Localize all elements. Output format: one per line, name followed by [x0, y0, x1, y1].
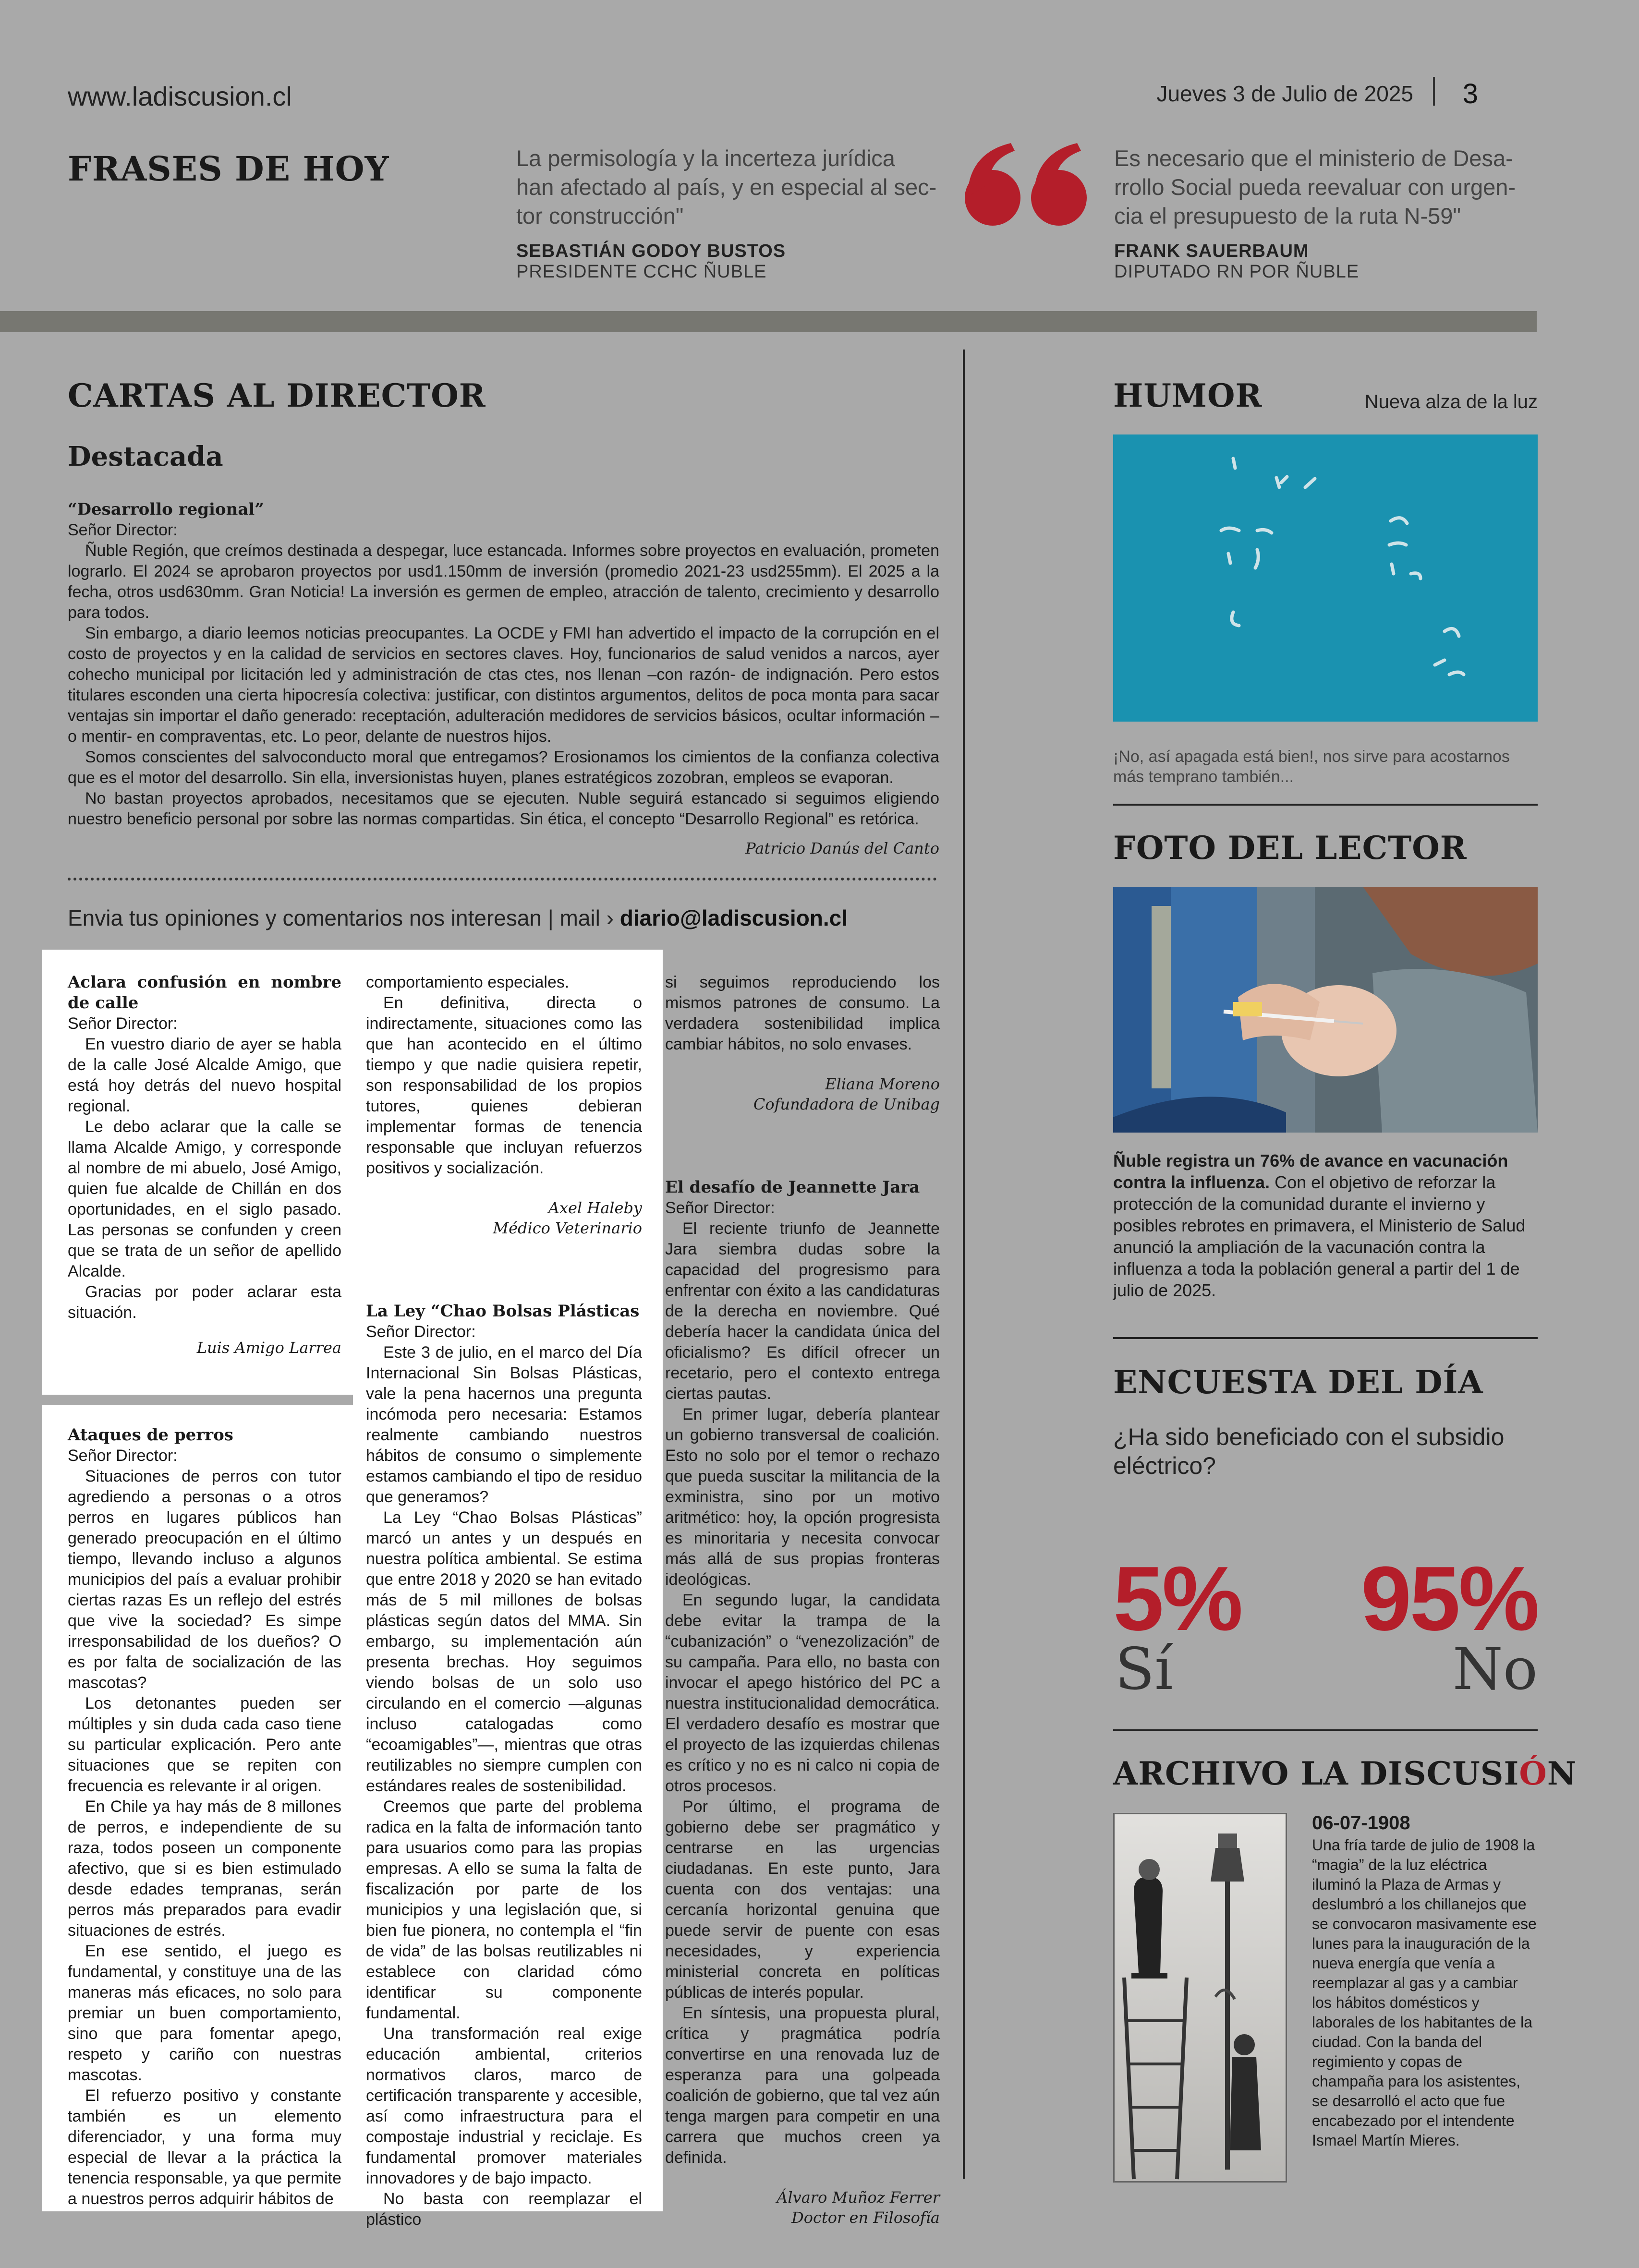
featured-letter-paragraph: Ñuble Región, que creímos destinada a despegar, luce estancada. Informes sobre proyectos en evaluación, prometen lograrlo. El 2024 se aprobaron proyectos por usd1.150mm de inversión (promedio 2021-23 usd255mm). El 2025 a la fecha, otros usd630mm. Gran Noticia! La inversión es germen de empleo, atracción de talento, crecimiento y desarrollo para todos.: [68, 542, 939, 622]
letter-jara-paragraph: El reciente triunfo de Jeannette Jara siembra dudas sobre la capacidad del progresismo para enfrentar con éxito a las candidaturas de la derecha en noviembre. Qué debería hacer la candidata única del oficialismo? Es difícil ofrecer un recetario, pero el contexto entrega ciertas pautas.: [665, 1219, 940, 1403]
panel-step: [42, 1395, 353, 1405]
quote-1: [516, 144, 944, 282]
letter-ataques-salutation: Señor Director:: [68, 1447, 178, 1465]
quote-2: [1114, 144, 1542, 282]
page-number: 3: [1462, 78, 1478, 109]
letter-jara-paragraph: En segundo lugar, la candidata debe evitar la trampa de la “cubanización” o “venezolización” de su campaña. Para ello, no basta con invocar el apego histórico del PC a nuestra institucionalidad democrática. El verdadero desafío es mostrar que el proyecto de las izquierdas chilenas es crítico y no es ni calco ni copia de otros procesos.: [665, 1591, 940, 1795]
humor-divider: [1113, 804, 1538, 806]
issue-date: Jueves 3 de Julio de 2025: [1156, 81, 1413, 106]
letter-ataques-continuation: comportamiento especiales.: [366, 973, 570, 991]
letter-aclara: [68, 972, 341, 1358]
date-divider: [1433, 77, 1435, 106]
foto-divider: [1113, 1337, 1538, 1339]
letter-bolsas-continued: [665, 972, 940, 1114]
humor-subtitle: Nueva alza de la luz: [1364, 391, 1538, 412]
foto-lector-title: FOTO DEL LECTOR: [1113, 829, 1467, 867]
featured-letter: [68, 499, 939, 858]
featured-letter-salutation: Señor Director:: [68, 521, 178, 539]
letter-bolsas-paragraph: La Ley “Chao Bolsas Plásticas” marcó un antes y un después en nuestra política ambiental. Se estima que entre 2018 y 2020 se han evitado más de 5 mil millones de bolsas plásticas según datos del MMA. Sin embargo, su implementación aún presenta brechas. Hoy seguimos viendo bolsas de un solo uso circulando en el comercio —algunas incluso catalogadas como “ecoamigables”—, mientras que otras reutilizables no siempre cumplen con estándares reales de sostenibilidad.: [366, 1508, 642, 1795]
foto-lector-caption: [1113, 1150, 1538, 1301]
quote-2-role: DIPUTADO RN POR ÑUBLE: [1114, 262, 1360, 282]
destacada-label: Destacada: [68, 441, 223, 472]
letter-bolsas-signature-name: Eliana Moreno: [825, 1075, 940, 1093]
letter-bolsas: [366, 1301, 642, 2230]
letter-jara: [665, 1177, 940, 2228]
quote-mark-icon: [963, 140, 1097, 227]
featured-letter-signature: Patricio Danús del Canto: [745, 839, 939, 857]
letter-bolsas-paragraph: No basta con reemplazar el plástico: [366, 2190, 642, 2229]
letter-ataques-signature-role: Médico Veterinario: [493, 1219, 642, 1237]
dotted-divider: [68, 878, 937, 881]
poll-no-label: No: [1452, 1636, 1538, 1703]
featured-letter-paragraph: Sin embargo, a diario leemos noticias preocupantes. La OCDE y FMI han advertido el impacto de la corrupción en el costo de proyectos y en la calidad de servicios en sectores claves. Hoy, funcionarios de salud venidos a narcos, ayer cohecho municipal por licitación led y administración de ctas ctes, nos llenan –con razón- de indignación. Pero estos titulares esconden una cierta hipocresía colectiva: justificar, con distintos argumentos, delitos de poca monta para sacar ventajas sin importar el daño generado: receptación, adulteración medidores de servicios básicos, ocultar información –o mentir- en compraventas, etc. Lo peor, delante de nuestros hijos.: [68, 624, 939, 746]
archivo-title-accent: Ó: [1519, 1755, 1547, 1792]
letter-bolsas-heading: La Ley “Chao Bolsas Plásticas: [366, 1302, 640, 1321]
archivo-date: 06-07-1908: [1312, 1812, 1410, 1834]
cartas-title: CARTAS AL DIRECTOR: [68, 377, 486, 414]
foto-lector-caption-bold: Ñuble registra un 76% de avance en vacunación contra la influenza.: [1113, 1151, 1508, 1192]
letter-ataques-paragraph: El refuerzo positivo y constante también es un elemento diferenciador, y una forma muy especial de llevar a la práctica la tenencia responsable, ya que permite a nuestros perros adquirir hábitos de: [68, 2087, 341, 2208]
letter-bolsas-paragraph: Creemos que parte del problema radica en la falta de información tanto para usuarios como para las propias empresas. A ello se suma la falta de fiscalización por parte de los municipios y una legislación que, si bien fue pionera, no contempla el “fin de vida” de las bolsas reutilizables ni establece con claridad cómo identificar su componente fundamental.: [366, 1798, 642, 2022]
quote-2-line-2: rrollo Social pueda reevaluar con urgen-: [1114, 174, 1516, 200]
frases-title: FRASES DE HOY: [68, 149, 389, 189]
letter-ataques-paragraph: Situaciones de perros con tutor agrediendo a personas o a otros perros en lugares públicos han generado preocupación en el último tiempo, llevando incluso a algunos municipios del país a evaluar prohibir ciertas razas Es un reflejo del estrés que vive la sociedad? Es simpe irresponsabilidad de los dueños? O es por falta de socialización de las mascotas?: [68, 1467, 341, 1692]
letter-aclara-paragraph: En vuestro diario de ayer se habla de la calle José Alcalde Amigo, que está hoy detrás del nuevo hospital regional.: [68, 1035, 341, 1115]
foto-lector-caption-body: Con el objetivo de reforzar la protección de la comunidad durante el invierno y posibles rebrotes en primavera, el Ministerio de Salud anunció la ampliación de la vacunación contra la influenza a toda la población general a partir del 1 de julio de 2025.: [1113, 1172, 1526, 1300]
letter-ataques-signature-name: Axel Haleby: [548, 1199, 642, 1217]
letter-bolsas-paragraph: Este 3 de julio, en el marco del Día Internacional Sin Bolsas Plásticas, vale la pena hacernos una pregunta incómoda pero necesaria: Estamos realmente cambiando nuestros hábitos de consumo o simplemente estamos cambiando el tipo de residuo que generamos?: [366, 1343, 642, 1506]
letter-aclara-paragraph: Gracias por poder aclarar esta situación.: [68, 1283, 341, 1322]
letter-ataques-paragraph: En Chile ya hay más de 8 millones de perros, e independiente de su raza, todos poseen un componente afectivo, que si es bien estimulado desde edades tempranas, serán perros más preparados para evadir situaciones de estrés.: [68, 1798, 341, 1940]
poll-yes-percent: 5%: [1113, 1548, 1241, 1650]
archivo-title-end: N: [1547, 1755, 1577, 1792]
humor-cartoon: [1113, 434, 1538, 722]
quote-1-name: SEBASTIÁN GODOY BUSTOS: [516, 241, 786, 261]
quote-1-line-1: La permisología y la incerteza jurídica: [516, 145, 895, 171]
contact-line: [68, 905, 848, 931]
quote-2-name: FRANK SAUERBAUM: [1114, 241, 1309, 261]
quote-1-role: PRESIDENTE CCHC ÑUBLE: [516, 262, 767, 282]
letter-ataques: [68, 1425, 341, 2209]
encuesta-divider: [1113, 1729, 1538, 1731]
letter-bolsas-paragraph: Una transformación real exige educación ambiental, criterios normativos claros, marco de certificación transparente y accesible, así como infraestructura para el compostaje industrial y reciclaje. Es fundamental promover materiales innovadores y de bajo impacto.: [366, 2025, 642, 2187]
letter-aclara-salutation: Señor Director:: [68, 1014, 178, 1033]
letter-ataques-continuation: En definitiva, directa o indirectamente, situaciones como las que han acontecido en el último tiempo y que nadie quisiera repetir, son responsabilidad de los propios tutores, quienes debieran implementar formas de tenencia responsable que incluyan refuerzos positivos y socialización.: [366, 994, 642, 1177]
archivo-text: Una fría tarde de julio de 1908 la “magia” de la luz eléctrica iluminó la Plaza de Armas y deslumbró a los chillanejos que se convocaron masivamente ese lunes para la inauguración de la nueva energía que venía a reemplazar al gas y a cambiar los hábitos domésticos y laborales de los habitantes de la ciudad. Con la banda del regimiento y copas de champaña para los asistentes, se desarrolló el acto que fue encabezado por el intendente Ismael Martín Mieres.: [1312, 1836, 1537, 2149]
poll-no-percent: 95%: [1360, 1548, 1538, 1650]
letter-bolsas-continuation: si seguimos reproduciendo los mismos patrones de consumo. La verdadera sostenibilidad implica cambiar hábitos, no solo envases.: [665, 973, 940, 1053]
featured-letter-paragraph: No bastan proyectos aprobados, necesitamos que se ejecuten. Nuble seguirá estancado si seguimos eligiendo nuestro beneficio personal por sobre las normas compartidas. Sin ética, el concepto “Desarrollo Regional” es retórica.: [68, 789, 939, 828]
letter-aclara-signature: Luis Amigo Larrea: [196, 1339, 341, 1357]
reader-photo-vaccination: [1113, 887, 1538, 1133]
letter-jara-heading: El desafío de Jeannette Jara: [665, 1178, 920, 1197]
letter-bolsas-salutation: Señor Director:: [366, 1323, 476, 1341]
quote-1-line-2: han afectado al país, y en especial al sec-: [516, 174, 937, 200]
letter-aclara-paragraph: Le debo aclarar que la calle se llama Alcalde Amigo, y corresponde al nombre de mi abuelo, José Amigo, quien fue alcalde de Chillán en dos oportunidades, en el siglo pasado. Las personas se confunden y creen que se trata de un señor de apellido Alcalde.: [68, 1118, 341, 1280]
quote-mark-icon: [363, 120, 497, 230]
quote-1-line-3: tor construcción": [516, 203, 684, 229]
letter-ataques-continued: [366, 972, 642, 1238]
encuesta-title: ENCUESTA DEL DÍA: [1113, 1363, 1483, 1401]
humor-caption: ¡No, así apagada está bien!, nos sirve para acostarnos más temprano también...: [1113, 748, 1510, 786]
site-url[interactable]: www.ladiscusion.cl: [68, 81, 292, 111]
letter-jara-salutation: Señor Director:: [665, 1199, 775, 1217]
letter-jara-signature-name: Álvaro Muñoz Ferrer: [777, 2188, 940, 2207]
letter-jara-paragraph: En primer lugar, debería plantear un gobierno transversal de coalición. Esto no solo por el temor o rechazo que pueda suscitar la militancia de la exministra, sino por un motivo aritmético: hoy, la opción progresista es minoritaria y necesita convocar más allá de sus propias fronteras ideológicas.: [665, 1405, 940, 1589]
letter-jara-signature-role: Doctor en Filosofía: [791, 2208, 940, 2227]
archivo-title-main: ARCHIVO LA DISCUSI: [1113, 1755, 1519, 1792]
archive-photo: [1113, 1813, 1287, 2183]
letter-bolsas-signature-role: Cofundadora de Unibag: [753, 1095, 940, 1113]
featured-letter-paragraph: Somos conscientes del salvoconducto moral que entregamos? Erosionamos los cimientos de la confianza colectiva que es el motor del desarrollo. Sin ella, inversionistas huyen, planes estratégicos zozobran, empleos se evaporan.: [68, 748, 939, 787]
featured-letter-heading: “Desarrollo regional”: [68, 500, 264, 519]
quote-2-line-3: cia el presupuesto de la ruta N-59": [1114, 203, 1461, 229]
letter-ataques-paragraph: En ese sentido, el juego es fundamental, y constituye una de las maneras más eficaces, no solo para premiar un buen comportamiento, sino que para fomentar apego, respeto y cariño con nuestras mascotas.: [68, 1942, 341, 2084]
letter-aclara-heading: Aclara confusión en nombre de calle: [68, 973, 341, 1013]
letter-ataques-paragraph: Los detonantes pueden ser múltiples y sin duda cada caso tiene su particular explicación. Pero ante situaciones que se repiten con frecuencia es relevante ir al origen.: [68, 1694, 341, 1795]
poll-yes-label: Sí: [1115, 1636, 1173, 1703]
contact-prefix: Envia tus opiniones y comentarios nos interesan | mail ›: [68, 905, 614, 930]
letter-jara-paragraph: Por último, el programa de gobierno debe ser pragmático y centrarse en las urgencias ciudadanas. En este punto, Jara cuenta con dos ventajas: una cercanía horizontal genuina que puede servir de puente con esas necesidades, y experiencia ministerial concreta en políticas públicas de interés popular.: [665, 1798, 940, 2002]
humor-title: HUMOR: [1113, 377, 1263, 414]
letter-ataques-heading: Ataques de perros: [68, 1425, 233, 1445]
letter-jara-paragraph: En síntesis, una propuesta plural, crítica y pragmática podría convertirse en una renovada luz de esperanza para una golpeada coalición de gobierno, que tal vez aún tenga margen para competir en una carrera que muchos creen ya definida.: [665, 2004, 940, 2167]
header-divider-bar: [0, 311, 1537, 332]
archivo-title: [1113, 1755, 1577, 1792]
quote-2-line-1: Es necesario que el ministerio de Desa-: [1114, 145, 1513, 171]
poll-question: ¿Ha sido beneficiado con el subsidio eléctrico?: [1113, 1424, 1505, 1479]
column-divider: [963, 350, 965, 2179]
contact-email-link[interactable]: diario@ladiscusion.cl: [619, 905, 848, 930]
